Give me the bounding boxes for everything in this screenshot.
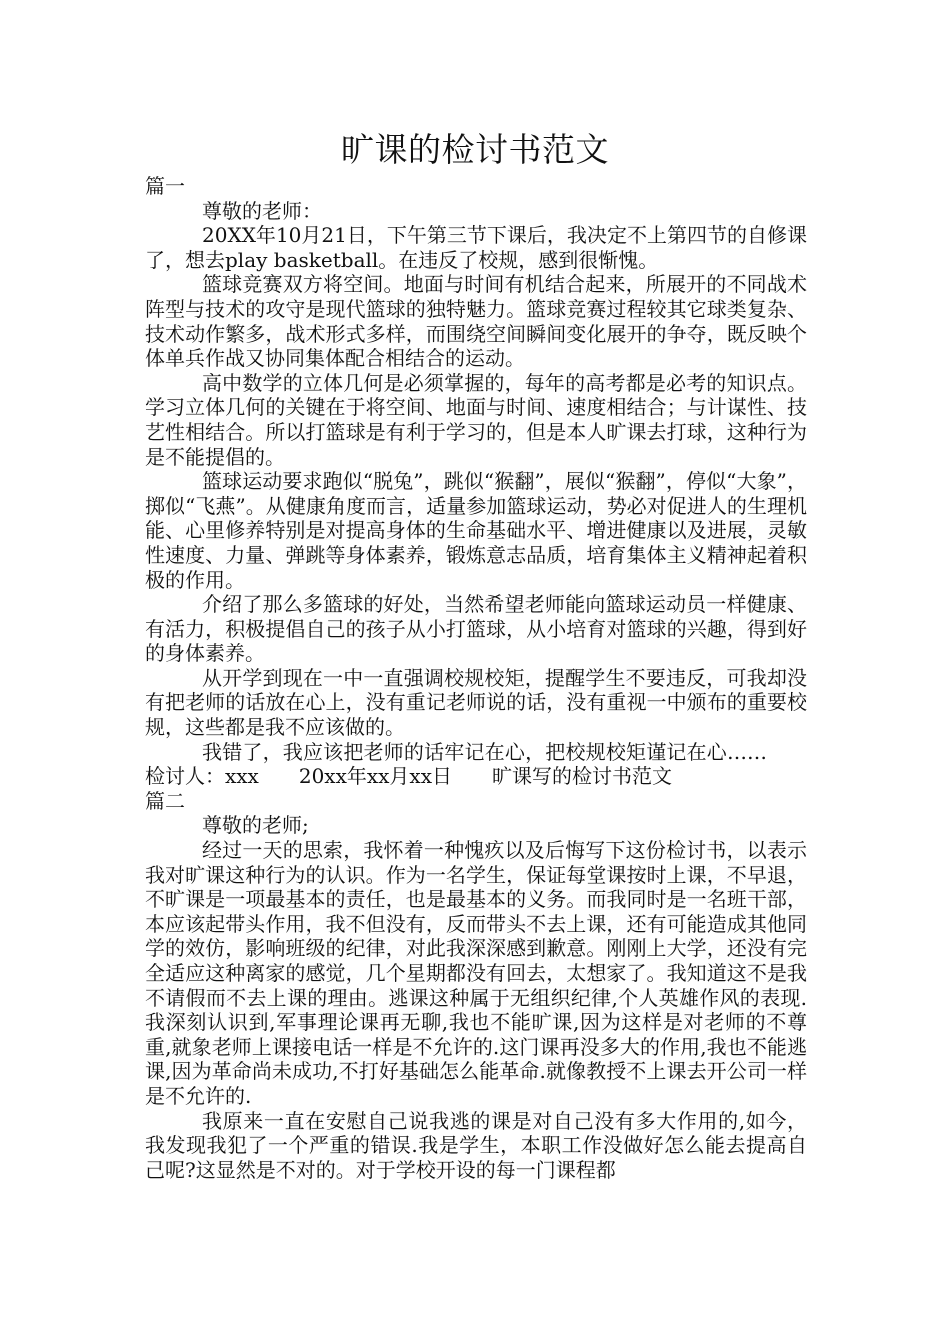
- paragraph: 经过一天的思索，我怀着一种愧疚以及后悔写下这份检讨书，以表示我对旷课这种行为的认识。作为一名学生，保证每堂课按时上课，不早退，不旷课是一项最基本的责任，也是最基本的义务。而我同时是一名班干部，本应该起带头作用，我不但没有，反而带头不去上课，还有可能造成其他同学的效仿，影响班级的纪律，对此我深深感到歉意。刚刚上大学，还没有完全适应这种离家的感觉，几个星期都没有回去，太想家了。我知道这不是我不请假而不去上课的理由。逃课这种属于无组织纪律,个人英雄作风的表现.我深刻认识到,军事理论课再无聊,我也不能旷课,因为这样是对老师的不尊重,就象老师上课接电话一样是不允许的.这门课再没多大的作用,我也不能逃课,因为革命尚未成功,不打好基础怎么能革命.就像教授不上课去开公司一样是不允许的.: [145, 838, 807, 1108]
- section-label: 篇二: [145, 788, 185, 813]
- document-body: [145, 174, 807, 1182]
- date: 20xx年xx月xx日: [298, 764, 452, 789]
- paragraph: 介绍了那么多篮球的好处，当然希望老师能向篮球运动员一样健康、有活力，积极提倡自己的孩子从小打篮球，从小培育对篮球的兴趣，得到好的身体素养。: [145, 592, 807, 666]
- paragraph: 我原来一直在安慰自己说我逃的课是对自己没有多大作用的,如今，我发现我犯了一个严重的错误.我是学生，本职工作没做好怎么能去提高自己呢?这显然是不对的。对于学校开设的每一门课程都: [145, 1108, 807, 1182]
- salutation: 尊敬的老师;: [202, 813, 309, 838]
- next-heading: 旷课写的检讨书范文: [491, 764, 672, 789]
- paragraph: 篮球运动要求跑似“脱兔”，跳似“猴翻”，展似“猴翻”，停似“大象”，掷似“飞燕”。从健康角度而言，适量参加篮球运动，势必对促进人的生理机能、心里修养特别是对提高身体的生命基础水平、增进健康以及进展，灵敏性速度、力量、弹跳等身体素养，锻炼意志品质，培育集体主义精神起着积极的作用。: [145, 469, 807, 592]
- salutation: 尊敬的老师：: [202, 198, 322, 223]
- paragraph: 从开学到现在一中一直强调校规校矩，提醒学生不要违反，可我却没有把老师的话放在心上，没有重记老师说的话，没有重视一中颁布的重要校规，这些都是我不应该做的。: [145, 665, 807, 740]
- section-label: 篇一: [145, 174, 185, 198]
- signer: 检讨人：xxx: [145, 764, 259, 789]
- closing-text: 我错了，我应该把老师的话牢记在心，把校规校矩谨记在心……: [202, 739, 767, 764]
- paragraph: 20XX年10月21日，下午第三节下课后，我决定不上第四节的自修课了，想去play basketball。在违反了校规，感到很惭愧。: [145, 223, 807, 272]
- document-title: 旷课的检讨书范文: [341, 130, 609, 169]
- paragraph: 篮球竞赛双方将空间。地面与时间有机结合起来，所展开的不同战术阵型与技术的攻守是现代篮球的独特魅力。篮球竞赛过程较其它球类复杂、技术动作繁多，战术形式多样，而围绕空间瞬间变化展开的争夺，既反映个体单兵作战又协同集体配合相结合的运动。: [145, 272, 807, 371]
- closing-paragraph: [145, 740, 807, 789]
- paragraph: 高中数学的立体几何是必须掌握的，每年的高考都是必考的知识点。学习立体几何的关键在于将空间、地面与时间、速度相结合；与计谋性、技艺性相结合。所以打篮球是有利于学习的，但是本人旷课去打球，这种行为是不能提倡的。: [145, 370, 807, 469]
